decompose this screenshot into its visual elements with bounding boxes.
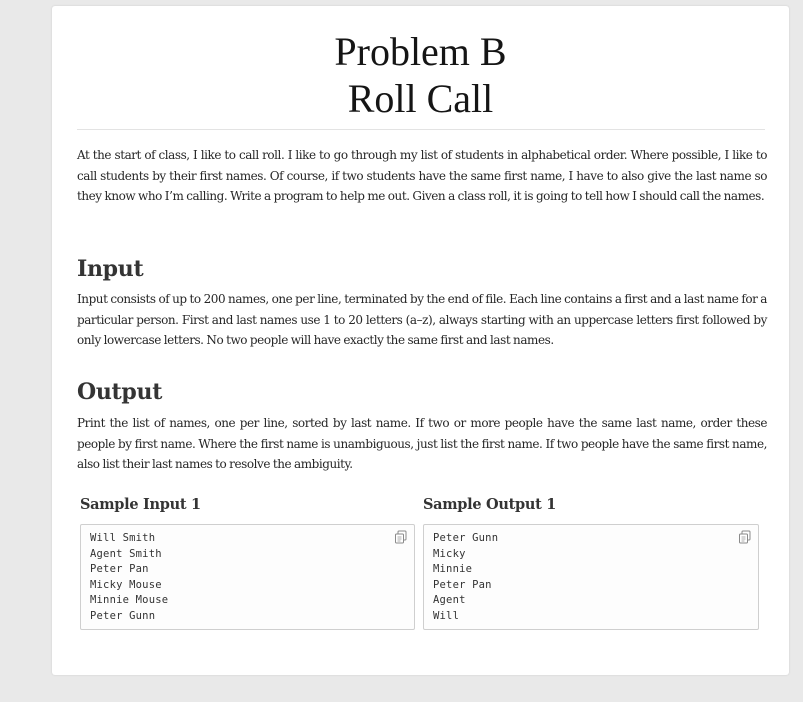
copy-icon[interactable]	[394, 529, 408, 543]
sample-input-label: Sample Input 1	[80, 496, 201, 513]
sample-output-line: Agent	[433, 594, 466, 607]
sample-output-line: Will	[433, 609, 460, 622]
output-heading: Output	[77, 379, 163, 405]
problem-title	[52, 28, 789, 122]
sample-input-text[interactable]	[90, 531, 168, 625]
divider	[77, 129, 765, 130]
sample-output-text[interactable]	[433, 531, 498, 625]
sample-input-line: Peter Pan	[90, 563, 149, 576]
sample-output-line: Peter Gunn	[433, 532, 499, 544]
problem-card	[52, 6, 789, 675]
copy-icon[interactable]	[738, 529, 752, 543]
sample-input-box[interactable]	[80, 524, 415, 630]
sample-output-label: Sample Output 1	[423, 496, 557, 513]
problem-title-line2: Roll Call	[347, 76, 494, 121]
sample-input-line: Will Smith	[90, 532, 156, 544]
input-heading: Input	[77, 256, 144, 282]
problem-title-line1: Problem B	[334, 29, 507, 74]
sample-input-line: Micky Mouse	[90, 578, 162, 591]
sample-output-line: Peter Pan	[433, 578, 492, 591]
sample-input-line: Minnie Mouse	[90, 594, 169, 607]
problem-statement: At the start of class, I like to call roll. I like to go through my list of students in alphabetical order. Where possible, I like to call students by their first names. Of course, if two students have the same first name, I have to also give the last name so they know who I’m calling. Write a program to help me out. Given a class roll, it is going to tell how I should call the names.	[77, 148, 767, 204]
sample-output-line: Micky	[433, 547, 466, 560]
copy-icon-graphic	[394, 530, 408, 544]
input-description: Input consists of up to 200 names, one per line, terminated by the end of file. Each line contains a first and a last name for a particular person. First and last names use 1 to 20 letters (a–z), always starting with an uppercase letters first followed by only lowercase letters. No two people will have exactly the same first and last names.	[77, 292, 767, 348]
output-description: Print the list of names, one per line, sorted by last name. If two or more people have the same last name, order these people by first name. Where the first name is unambiguous, just list the first name. If two people have the same first name, also list their last names to resolve the ambiguity.	[77, 416, 767, 472]
sample-input-line: Peter Gunn	[90, 609, 156, 622]
sample-input-line: Agent Smith	[90, 547, 162, 560]
copy-icon-graphic	[738, 530, 752, 544]
sample-output-box[interactable]	[423, 524, 759, 630]
sample-output-line: Minnie	[433, 563, 473, 576]
